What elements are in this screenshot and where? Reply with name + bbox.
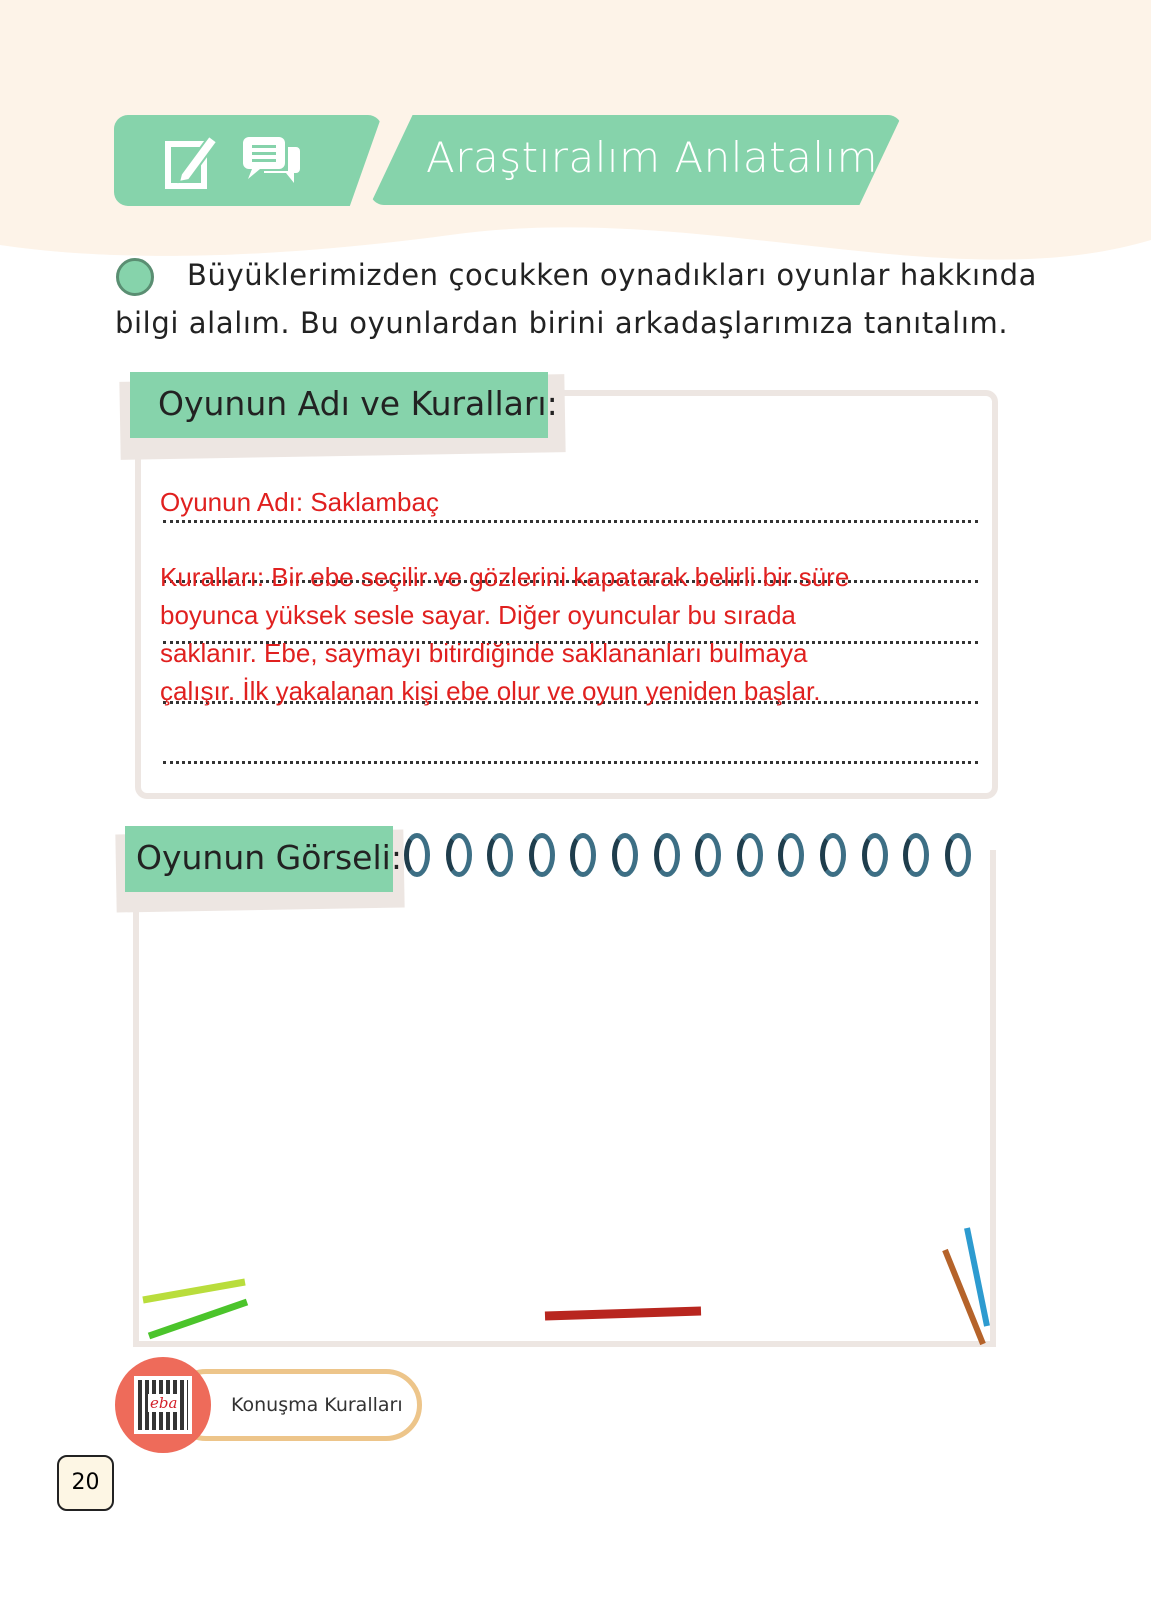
image-label: Oyunun Görseli:: [136, 838, 402, 877]
rules-answer-line[interactable]: çalışır. İlk yakalanan kişi ebe olur ve oyun yeniden başlar.: [160, 676, 821, 706]
spiral-ring-icon: [903, 833, 929, 877]
instruction-line-1: Büyüklerimizden çocukken oynadıkları oyunlar hakkında: [187, 258, 1038, 292]
eba-logo: eba: [150, 1394, 178, 1412]
instruction-line-2: bilgi alalım. Bu oyunlardan birini arkadaşlarımıza tanıtalım.: [115, 306, 1009, 340]
spiral-ring-icon: [529, 833, 555, 877]
pencils-decoration: [135, 1220, 1005, 1355]
spiral-ring-icon: [695, 833, 721, 877]
rules-label: Oyunun Adı ve Kuralları:: [158, 384, 558, 423]
bullet-icon: [116, 258, 154, 296]
pencil-icon: [545, 1311, 701, 1316]
spiral-ring-icon: [654, 833, 680, 877]
dotted-line: [163, 761, 978, 764]
page-number: 20: [57, 1455, 114, 1511]
spiral-ring-icon: [404, 833, 430, 877]
pencil-icon: [143, 1282, 245, 1300]
spiral-ring-icon: [945, 833, 971, 877]
rules-answer-line[interactable]: boyunca yüksek sesle sayar. Diğer oyuncular bu sırada: [160, 600, 796, 630]
spiral-ring-icon: [612, 833, 638, 877]
dotted-line: [163, 520, 978, 523]
spiral-ring-icon: [820, 833, 846, 877]
game-name-answer[interactable]: Oyunun Adı: Saklambaç: [160, 487, 439, 517]
rules-answer-line[interactable]: saklanır. Ebe, saymayı bitirdiğinde saklananları bulmaya: [160, 638, 808, 668]
page-title: Araştıralım Anlatalım: [426, 133, 879, 182]
spiral-ring-icon: [487, 833, 513, 877]
spiral-ring-icon: [737, 833, 763, 877]
pencil-icon: [149, 1302, 247, 1336]
edit-icon: [165, 130, 220, 190]
link-label[interactable]: Konuşma Kuralları: [231, 1394, 403, 1416]
spiral-ring-icon: [446, 833, 472, 877]
qr-code[interactable]: [134, 1376, 192, 1434]
rules-answer-line[interactable]: Kuralları: Bir ebe seçilir ve gözlerini kapatarak belirli bir süre: [160, 562, 850, 592]
chat-icon: [240, 135, 302, 187]
spiral-ring-icon: [862, 833, 888, 877]
